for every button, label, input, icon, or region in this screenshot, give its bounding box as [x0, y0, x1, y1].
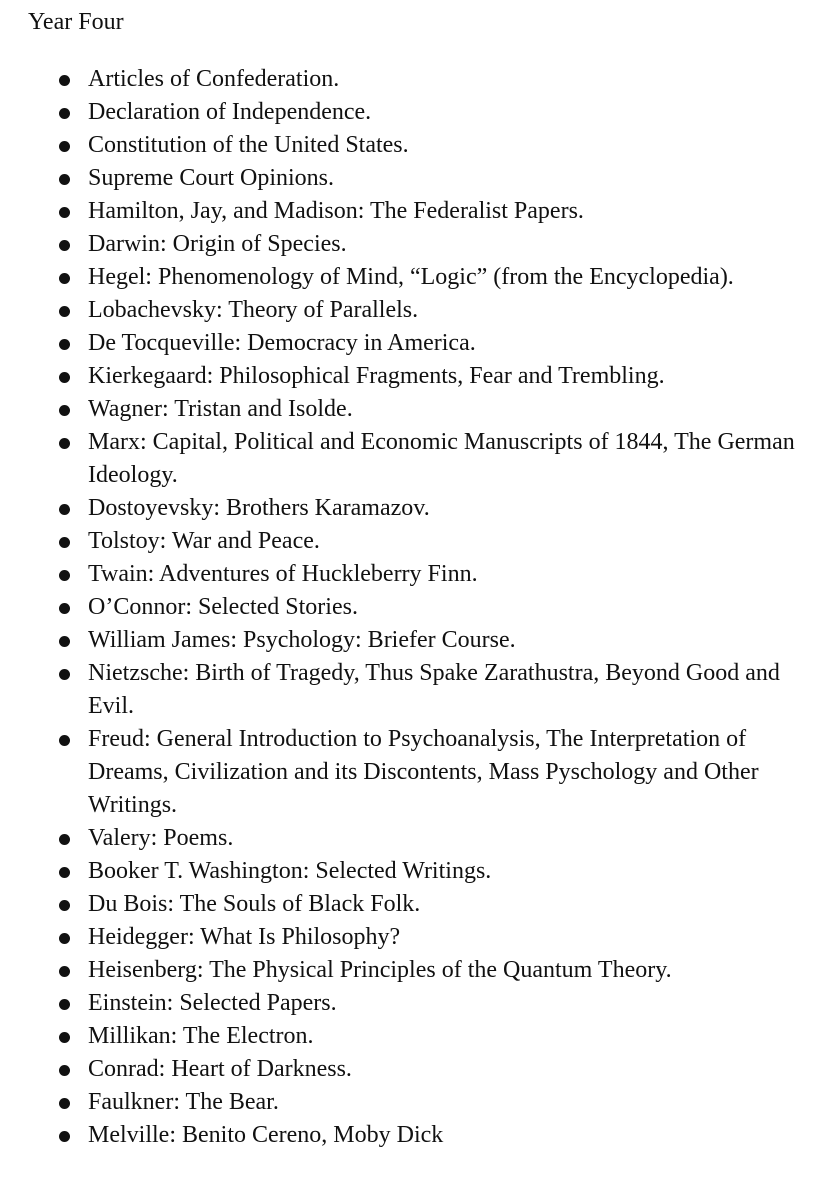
list-item-text: Supreme Court Opinions.	[88, 165, 334, 191]
list-item-text: Darwin: Origin of Species.	[88, 231, 347, 257]
list-item	[0, 327, 800, 360]
list-item-text: Heisenberg: The Physical Principles of the Quantum Theory.	[88, 957, 672, 983]
list-item-text: Declaration of Independence.	[88, 99, 372, 125]
bullet-icon	[59, 636, 70, 647]
bullet-icon	[59, 306, 70, 317]
list-item	[0, 426, 800, 492]
list-item-text: Tolstoy: War and Peace.	[88, 528, 320, 554]
list-item	[0, 261, 800, 294]
list-item-text: Kierkegaard: Philosophical Fragments, Fear and Trembling.	[88, 363, 665, 389]
list-item	[0, 987, 800, 1020]
bullet-icon	[59, 735, 70, 746]
list-item-text: Wagner: Tristan and Isolde.	[88, 396, 353, 422]
list-item-text: Millikan: The Electron.	[88, 1023, 314, 1049]
bullet-icon	[59, 603, 70, 614]
list-item	[0, 129, 800, 162]
list-item-text: Faulkner: The Bear.	[88, 1089, 279, 1115]
bullet-icon	[59, 207, 70, 218]
bullet-icon	[59, 1131, 70, 1142]
bullet-icon	[59, 966, 70, 977]
list-item	[0, 591, 800, 624]
list-item-text: De Tocqueville: Democracy in America.	[88, 330, 476, 356]
list-item	[0, 228, 800, 261]
list-item-text: Hegel: Phenomenology of Mind, “Logic” (from the Encyclopedia).	[88, 264, 734, 290]
bullet-icon	[59, 867, 70, 878]
list-item-text: Du Bois: The Souls of Black Folk.	[88, 891, 421, 917]
bullet-icon	[59, 339, 70, 350]
list-item-text: Melville: Benito Cereno, Moby Dick	[88, 1122, 444, 1148]
list-item	[0, 162, 800, 195]
list-item-text: William James: Psychology: Briefer Course.	[88, 627, 516, 653]
list-item	[0, 393, 800, 426]
list-item-text: Einstein: Selected Papers.	[88, 990, 337, 1016]
list-item-text: O’Connor: Selected Stories.	[88, 594, 358, 620]
list-item	[0, 525, 800, 558]
bullet-icon	[59, 570, 70, 581]
list-item-text: Booker T. Washington: Selected Writings.	[88, 858, 492, 884]
list-item	[0, 1053, 800, 1086]
reading-list	[0, 63, 800, 1152]
bullet-icon	[59, 504, 70, 515]
bullet-icon	[59, 933, 70, 944]
list-item-text: Conrad: Heart of Darkness.	[88, 1056, 352, 1082]
bullet-icon	[59, 75, 70, 86]
bullet-icon	[59, 438, 70, 449]
list-item	[0, 1020, 800, 1053]
list-item-text: Freud: General Introduction to Psychoanalysis, The Interpretation of Dreams, Civilization and its Discontents, Mass Pyschology and Other Writings.	[88, 726, 759, 818]
list-item	[0, 723, 800, 822]
list-item	[0, 96, 800, 129]
bullet-icon	[59, 141, 70, 152]
list-item	[0, 195, 800, 228]
list-item-text: Valery: Poems.	[88, 825, 234, 851]
list-item	[0, 855, 800, 888]
bullet-icon	[59, 273, 70, 284]
bullet-icon	[59, 108, 70, 119]
list-item	[0, 921, 800, 954]
bullet-icon	[59, 174, 70, 185]
bullet-icon	[59, 537, 70, 548]
bullet-icon	[59, 372, 70, 383]
bullet-icon	[59, 1032, 70, 1043]
list-item-text: Twain: Adventures of Huckleberry Finn.	[88, 561, 478, 587]
bullet-icon	[59, 1065, 70, 1076]
list-item	[0, 294, 800, 327]
list-item-text: Articles of Confederation.	[88, 66, 340, 92]
list-item	[0, 1119, 800, 1152]
list-item	[0, 657, 800, 723]
page-title: Year Four	[28, 9, 124, 35]
bullet-icon	[59, 240, 70, 251]
list-item-text: Lobachevsky: Theory of Parallels.	[88, 297, 419, 323]
bullet-icon	[59, 405, 70, 416]
bullet-icon	[59, 1098, 70, 1109]
list-item-text: Dostoyevsky: Brothers Karamazov.	[88, 495, 430, 521]
bullet-icon	[59, 900, 70, 911]
list-item	[0, 822, 800, 855]
list-item	[0, 492, 800, 525]
list-item-text: Marx: Capital, Political and Economic Manuscripts of 1844, The German Ideology.	[88, 429, 795, 488]
bullet-icon	[59, 669, 70, 680]
bullet-icon	[59, 834, 70, 845]
list-item-text: Heidegger: What Is Philosophy?	[88, 924, 401, 950]
list-item	[0, 888, 800, 921]
list-item	[0, 624, 800, 657]
list-item	[0, 954, 800, 987]
list-item-text: Constitution of the United States.	[88, 132, 409, 158]
list-item	[0, 63, 800, 96]
bullet-icon	[59, 999, 70, 1010]
list-item	[0, 360, 800, 393]
list-item-text: Hamilton, Jay, and Madison: The Federalist Papers.	[88, 198, 584, 224]
list-item	[0, 1086, 800, 1119]
list-item	[0, 558, 800, 591]
list-item-text: Nietzsche: Birth of Tragedy, Thus Spake Zarathustra, Beyond Good and Evil.	[88, 660, 780, 719]
